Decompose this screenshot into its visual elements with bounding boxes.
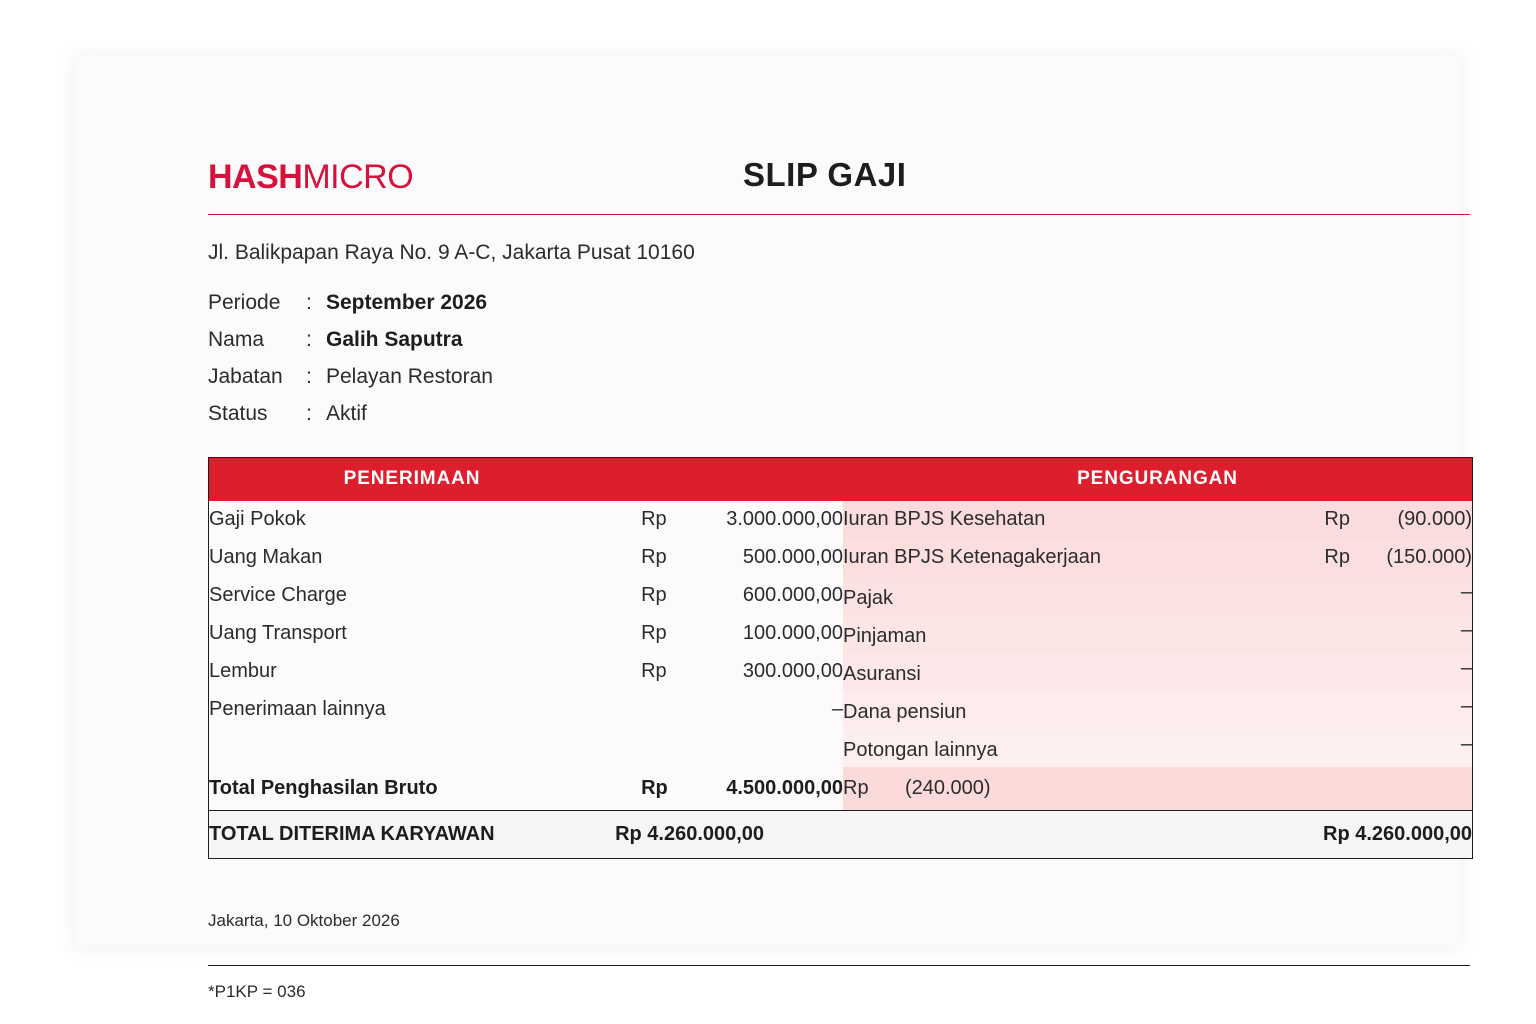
place-date: Jakarta, 10 Oktober 2026	[208, 911, 400, 930]
employee-meta	[208, 291, 1473, 439]
deduction-row	[843, 539, 1473, 577]
table-row	[209, 691, 1473, 729]
meta-value-nama: Galih Saputra	[326, 328, 463, 351]
payslip-table	[208, 457, 1473, 859]
earning-amount	[615, 653, 843, 691]
meta-value-jabatan: Pelayan Restoran	[326, 365, 493, 388]
deduction-name: Iuran BPJS Ketenagakerjaan	[843, 546, 1101, 568]
amount-value: 100.000,00	[742, 622, 843, 644]
amount-value: 3.000.000,00	[726, 508, 843, 530]
earning-name: Gaji Pokok	[209, 501, 616, 539]
meta-colon: :	[306, 291, 312, 314]
meta-colon: :	[306, 402, 312, 425]
meta-colon: :	[306, 365, 312, 388]
header-divider	[208, 214, 1470, 215]
amount-value: 600.000,00	[742, 584, 843, 606]
earning-amount-blank	[615, 729, 843, 767]
amount-value: 300.000,00	[742, 660, 843, 682]
deduction-total-amount	[843, 767, 1473, 811]
meta-row-jabatan	[208, 365, 1473, 402]
page-title: SLIP GAJI	[743, 156, 907, 193]
amount-value: –	[1460, 657, 1472, 679]
amount-value: (90.000)	[1397, 508, 1472, 530]
meta-label: Status	[208, 402, 268, 425]
amount-value: 500.000,00	[742, 546, 843, 568]
earning-name: Service Charge	[209, 577, 616, 615]
meta-colon: :	[306, 328, 312, 351]
currency-label: Rp	[1324, 508, 1350, 530]
amount-value: –	[1460, 733, 1472, 755]
gross-total-label: Total Penghasilan Bruto	[209, 767, 616, 811]
payslip-document	[75, 55, 1472, 1001]
earning-amount	[615, 615, 843, 653]
currency-label: Rp	[1324, 546, 1350, 568]
header-pengurangan: PENGURANGAN	[843, 458, 1473, 501]
earning-name-blank	[209, 729, 616, 767]
earning-amount	[615, 577, 843, 615]
net-total-label: TOTAL DITERIMA KARYAWAN	[209, 811, 616, 859]
deduction-name: Iuran BPJS Kesehatan	[843, 508, 1046, 530]
meta-value-status: Aktif	[326, 402, 367, 425]
deduction-name: Dana pensiun	[843, 701, 967, 723]
currency-label: Rp	[641, 622, 667, 644]
hashmicro-logo	[208, 158, 413, 197]
deduction-name: Pinjaman	[843, 625, 927, 647]
earning-name: Lembur	[209, 653, 616, 691]
logo-text-light: MICRO	[302, 158, 414, 196]
earning-amount	[615, 501, 843, 539]
deduction-row	[843, 501, 1473, 539]
net-total-amount-left: Rp 4.260.000,00	[615, 811, 843, 859]
document-header	[208, 150, 1473, 212]
meta-row-nama	[208, 328, 1473, 365]
earning-name: Penerimaan lainnya	[209, 691, 616, 729]
table-row	[209, 501, 1473, 539]
meta-label: Jabatan	[208, 365, 283, 388]
meta-row-status	[208, 402, 1473, 439]
document-content	[208, 150, 1473, 1002]
logo-text-bold: HASH	[208, 158, 303, 196]
table-row	[209, 615, 1473, 653]
table-row	[209, 577, 1473, 615]
earning-name: Uang Transport	[209, 615, 616, 653]
amount-value: –	[1460, 619, 1472, 641]
earning-name: Uang Makan	[209, 539, 616, 577]
subtotal-row	[209, 767, 1473, 811]
deduction-name: Asuransi	[843, 663, 921, 685]
amount-value: –	[1460, 581, 1472, 603]
deduction-name: Pajak	[843, 587, 894, 609]
deduction-row	[843, 691, 1473, 729]
net-total-amount-right: Rp 4.260.000,00	[843, 811, 1473, 859]
table-row	[209, 729, 1473, 767]
deduction-row	[843, 615, 1473, 653]
amount-value: –	[831, 698, 843, 720]
net-total-row	[209, 811, 1473, 859]
meta-value-periode: September 2026	[326, 291, 488, 314]
amount-value: –	[1460, 695, 1472, 717]
meta-label: Periode	[208, 291, 281, 314]
footer-divider	[208, 965, 1470, 966]
gross-total-amount	[615, 767, 843, 811]
earning-amount	[615, 691, 843, 729]
currency-label: Rp	[641, 508, 667, 530]
currency-label: Rp	[641, 776, 668, 799]
currency-label: Rp	[641, 584, 667, 606]
meta-label: Nama	[208, 328, 265, 351]
footer-note: *P1KP = 036	[208, 982, 306, 1001]
header-penerimaan-amount	[615, 458, 843, 501]
amount-value: 4.500.000,00	[726, 776, 843, 799]
earning-amount	[615, 539, 843, 577]
meta-row-periode	[208, 291, 1473, 328]
table-row	[209, 653, 1473, 691]
deduction-row	[843, 577, 1473, 615]
amount-value: (150.000)	[1386, 546, 1472, 568]
deduction-row	[843, 729, 1473, 767]
deduction-row	[843, 653, 1473, 691]
amount-value: (240.000)	[904, 776, 991, 799]
table-header-row	[209, 458, 1473, 501]
currency-label: Rp	[641, 546, 667, 568]
currency-label: Rp	[641, 660, 667, 682]
company-address: Jl. Balikpapan Raya No. 9 A-C, Jakarta Pusat 10160	[208, 241, 695, 264]
header-penerimaan: PENERIMAAN	[209, 458, 616, 501]
currency-label: Rp	[843, 776, 869, 799]
table-row	[209, 539, 1473, 577]
deduction-name: Potongan lainnya	[843, 739, 998, 761]
